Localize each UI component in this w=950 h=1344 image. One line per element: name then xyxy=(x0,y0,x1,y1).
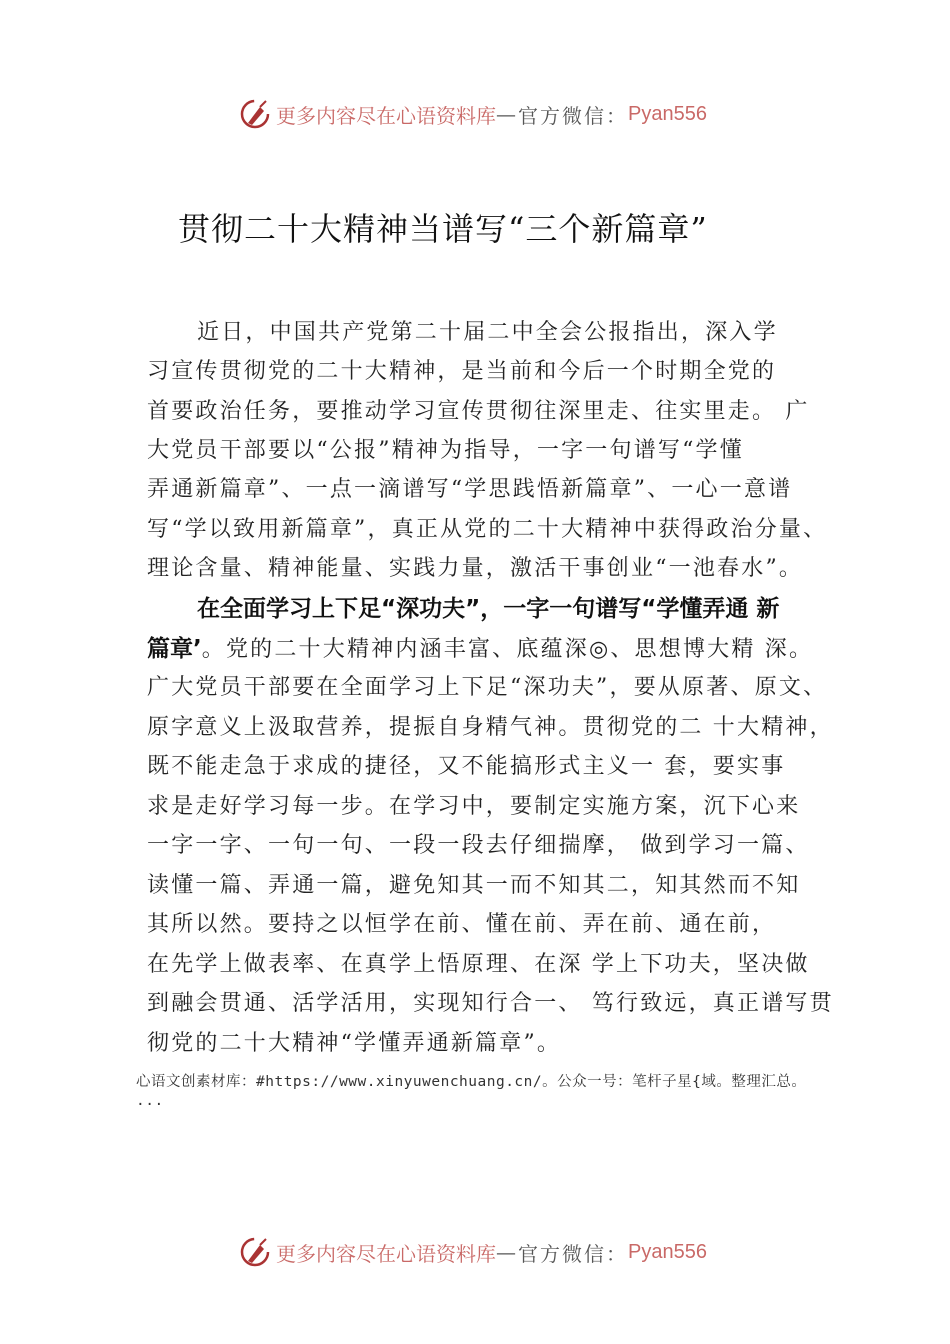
text-line: 一字一字、一句一句、一段一段去仔细揣摩， 做到学习一篇、 xyxy=(147,833,810,858)
text-line: 习宣传贯彻党的二十大精神，是当前和今后一个时期全党的 xyxy=(147,359,777,384)
pen-logo-icon xyxy=(238,97,272,131)
text-line: 大党员干部要以“公报”精神为指导，一字一句谱写“学懂 xyxy=(147,438,744,463)
text-line: 彻党的二十大精神“学懂弄通新篇章”。 xyxy=(147,1031,562,1056)
watermark-sep: — xyxy=(496,1240,518,1264)
text-line: 近日，中国共产党第二十届二中全会公报指出，深入学 xyxy=(197,320,778,345)
source-note: 心语文创素材库：#https://www.xinyuwenchuang.cn/。公众一号：笔杆子星{域。整理汇总。 xyxy=(136,1074,807,1090)
text-segment: 。党的二十大精神内涵丰富、底蕴深◎、思想博大精 深。 xyxy=(201,637,814,662)
text-line: 写“学以致用新篇章”，真正从党的二十大精神中获得政治分量、 xyxy=(147,517,828,542)
text-line: 原字意义上汲取营养，提振自身精气神。贯彻党的二 十大精神， xyxy=(147,715,834,740)
text-line: 首要政治任务，要推动学习宣传贯彻往深里走、往实里走。 广 xyxy=(147,399,810,424)
watermark-brand: 更多内容尽在心语资料库 xyxy=(276,103,496,128)
document-title: 贯彻二十大精神当谱写“三个新篇章” xyxy=(178,210,708,248)
text-line: 读懂一篇、弄通一篇，避免知其一而不知其二，知其然而不知 xyxy=(147,873,801,898)
text-line: 求是走好学习每一步。在学习中，要制定实施方案，沉下心来 xyxy=(147,794,801,819)
watermark-sep: — xyxy=(496,102,518,126)
text-line: 弄通新篇章”、一点一滴谱写“学思践悟新篇章”、一心一意谱 xyxy=(147,477,793,502)
watermark-channel: 官方微信： xyxy=(518,1241,628,1266)
text-line: 在先学上做表率、在真学上悟原理、在深 学上下功夫，坚决做 xyxy=(147,952,810,977)
section-heading-end: 篇章’ xyxy=(147,636,202,662)
watermark-id: Pyan556 xyxy=(628,1240,707,1263)
text-line: 既不能走急于求成的捷径，又不能搞形式主义一 套，要实事 xyxy=(147,754,786,779)
text-line: 到融会贯通、活学活用，实现知行合一、 笃行致远，真正谱写贯 xyxy=(147,991,834,1016)
text-line xyxy=(147,635,813,664)
text-line: 其所以然。要持之以恒学在前、懂在前、弄在前、通在前， xyxy=(147,912,777,937)
ellipsis: ... xyxy=(136,1093,164,1109)
text-line: 理论含量、精神能量、实践力量，激活干事创业“一池春水”。 xyxy=(147,556,804,581)
watermark-channel: 官方微信： xyxy=(518,103,628,128)
section-heading: 在全面学习上下足“深功夫”，一字一句谱写“学懂弄通 新 xyxy=(197,596,780,622)
pen-logo-icon xyxy=(238,1235,272,1269)
footer-watermark xyxy=(238,1234,707,1270)
watermark-id: Pyan556 xyxy=(628,102,707,125)
text-line: 广大党员干部要在全面学习上下足“深功夫”，要从原著、原文、 xyxy=(147,675,828,700)
watermark-brand: 更多内容尽在心语资料库 xyxy=(276,1241,496,1266)
header-watermark xyxy=(238,96,707,132)
